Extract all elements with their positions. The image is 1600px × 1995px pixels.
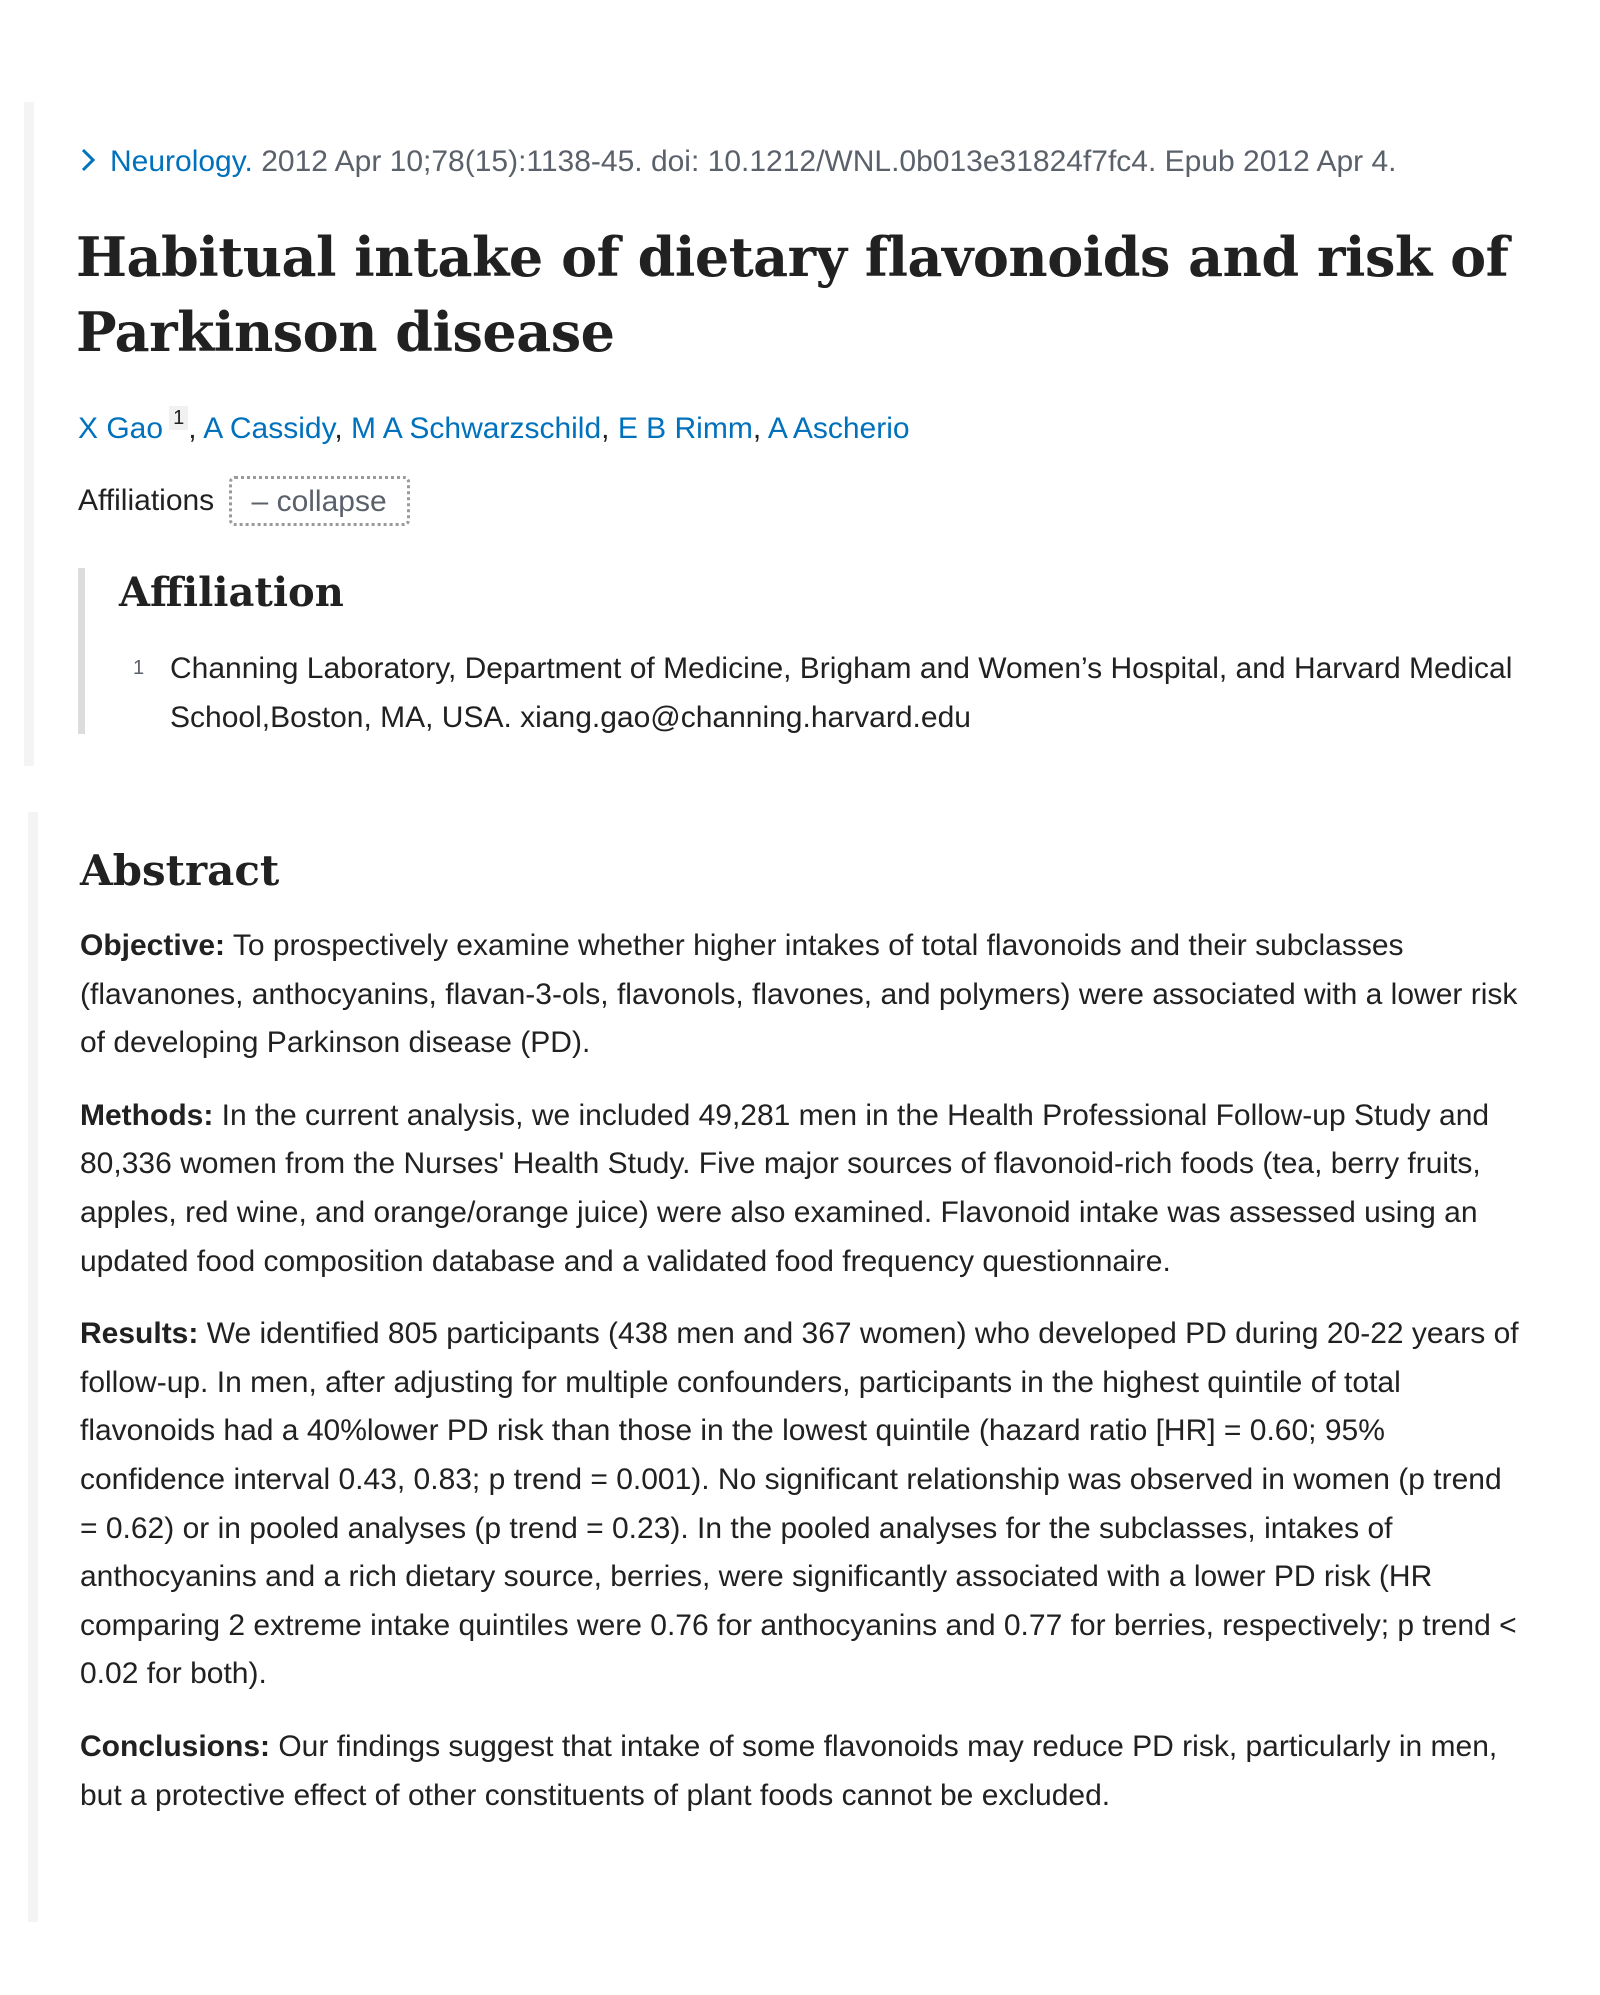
author-link[interactable]: X Gao — [78, 412, 164, 445]
author-link[interactable]: M A Schwarzschild — [351, 412, 602, 445]
abstract-text: To prospectively examine whether higher intakes of total flavonoids and their subclasses (flavanones, anthocyanins, flavan-3-ols, flavonols, flavones, and polymers) were associated with a lower risk of developing Parkinson disease (PD). — [80, 929, 1518, 1060]
abstract-label: Conclusions: — [80, 1729, 271, 1763]
abstract-text: Our findings suggest that intake of some flavonoids may reduce PD risk, particularly in men, but a protective effect of other constituents of plant foods cannot be excluded. — [80, 1729, 1498, 1812]
author-link[interactable]: E B Rimm — [617, 412, 753, 445]
abstract-text: In the current analysis, we included 49,281 men in the Health Professional Follow-up Study and 80,336 women from the Nurses' Health Study. Five major sources of flavonoid-rich foods (tea, berry fruits, apples, red wine, and orange/orange juice) were also examined. Flavonoid intake was assessed using an updated food composition database and a validated food frequency questionnaire. — [80, 1098, 1490, 1278]
author-link[interactable]: A Cassidy — [203, 412, 335, 445]
affiliation-ref-badge[interactable]: 1 — [169, 406, 188, 430]
citation-line — [78, 140, 1397, 184]
abstract-label: Methods: — [80, 1098, 214, 1132]
collapse-label: collapse — [276, 485, 387, 518]
abstract-paragraph-conclusions — [80, 1723, 1525, 1820]
abstract-paragraph-methods — [80, 1092, 1525, 1286]
affiliation-heading: Affiliation — [119, 569, 344, 616]
minus-icon: – — [251, 485, 269, 518]
article-title: Habitual intake of dietary flavonoids and risk of Parkinson disease — [76, 225, 1509, 364]
journal-link[interactable]: Neurology. — [110, 145, 253, 178]
abstract-label: Results: — [80, 1317, 199, 1351]
abstract-label: Objective: — [80, 929, 226, 962]
abstract-heading: Abstract — [80, 846, 280, 895]
citation-details: 2012 Apr 10;78(15):1138-45. doi: 10.1212/WNL.0b013e31824f7fc4. Epub 2012 Apr 4. — [261, 145, 1397, 178]
chevron-right-icon[interactable] — [78, 140, 110, 184]
affiliations-label: Affiliations — [78, 484, 215, 517]
abstract-body — [80, 922, 1525, 1844]
abstract-paragraph-results — [80, 1310, 1525, 1699]
authors-list: X Gao $^1$ , A Cassidy, M A Schwarzschild, E B Rimm, A Ascherio — [78, 407, 910, 445]
affiliation-text: Channing Laboratory, Department of Medicine, Brigham and Women’s Hospital, and Harvard Medical School,Boston, MA, USA. xiang.gao@channing.harvard.edu — [170, 652, 1513, 734]
abstract-paragraph-objective — [80, 922, 1525, 1068]
abstract-text: We identified 805 participants (438 men and 367 women) who developed PD during 20-22 years of follow-up. In men, after adjusting for multiple confounders, participants in the highest quintile of total flavonoids had a 40%lower PD risk than those in the lowest quintile (hazard ratio [HR] = 0.60; 95% confidence interval 0.43, 0.83; p trend = 0.001). No significant relationship was observed in women (p trend = 0.62) or in pooled analyses (p trend = 0.23). In the pooled analyses for the subclasses, intakes of anthocyanins and a rich dietary source, berries, were significantly associated with a lower PD risk (HR comparing 2 extreme intake quintiles were 0.76 for anthocyanins and 0.77 for berries, respectively; p trend < 0.02 for both). — [80, 1317, 1519, 1691]
author-link[interactable]: A Ascherio — [767, 412, 910, 445]
affiliations-toggle-row — [78, 476, 410, 526]
affiliation-number: 1 — [133, 657, 145, 679]
affiliations-panel — [78, 568, 1525, 734]
collapse-button[interactable] — [229, 476, 410, 526]
